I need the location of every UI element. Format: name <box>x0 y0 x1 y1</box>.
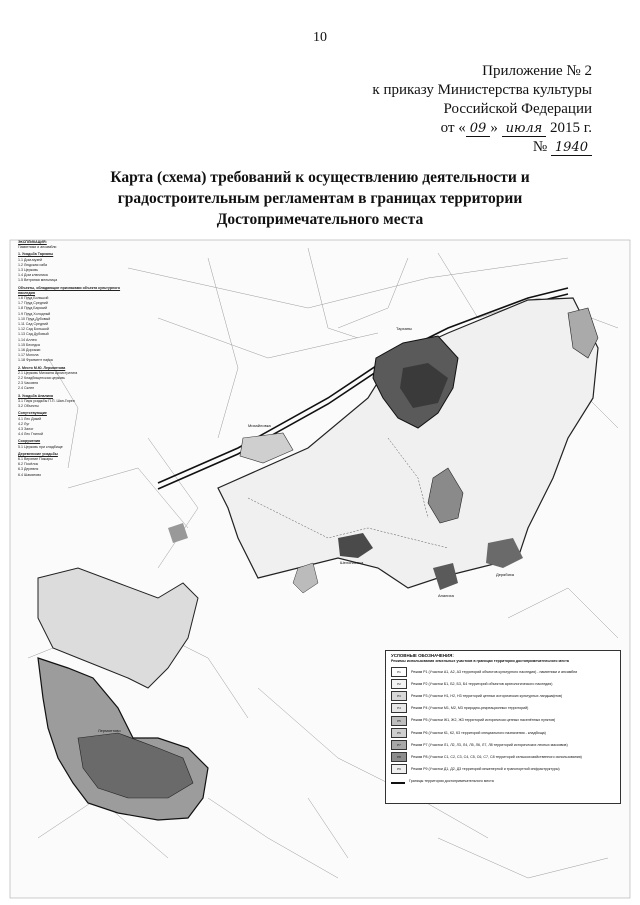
explication-item: 4.1 Лес Дикий <box>18 416 42 421</box>
date-month-handwritten: июля <box>502 121 547 137</box>
explication-item: 1.17 Могила <box>18 353 39 358</box>
page-number: 10 <box>313 30 327 45</box>
explication-item: 2.4 Склеп <box>18 386 35 391</box>
explication-item: 1.6 Пруд Большой <box>18 296 49 301</box>
explication-item: 1.7 Пруд Средний <box>18 301 48 306</box>
document-title <box>60 167 580 230</box>
label-village-3: Апалиха <box>438 593 454 598</box>
explication-section-title: Сопутствующие <box>18 411 47 416</box>
legend-row <box>391 751 616 763</box>
explication-section-title: 1. Усадьба Тарханы <box>18 252 54 257</box>
legend-text: Режим Р6 (Участки К1, К2, К3 территорий специального назначения - кладбища) <box>411 730 546 735</box>
date-mid: » <box>490 120 498 136</box>
explication-section-title: Объекты, обладающие признаками объекта культурного наследия <box>18 285 121 295</box>
explication-item: 1.9 Пруд Холодный <box>18 311 51 316</box>
legend-swatch: Р5 <box>391 716 407 726</box>
explication-item: 1.16 Дорожки <box>18 348 41 353</box>
legend-text: Режим Р8 (Участки С1, С2, С3, С4, С5, С6, С7, С8 территорий сельскохозяйственного использования) <box>411 755 582 760</box>
legend-row <box>391 678 616 690</box>
legend-text: Режим Р2 (Участки Б1, Б2, Б3, Б4 территорий объектов археологического наследия) <box>411 681 553 686</box>
explication-item: 1.10 Пруд Дубовый <box>18 316 51 321</box>
explication-item: 6.3 Деревня <box>18 467 39 472</box>
legend-text: Режим Р1 (Участки А1, А2, А3 территорий объектов культурного наследия) - памятники и ансамбли <box>411 669 578 674</box>
legend-swatch <box>391 779 405 784</box>
legend-text: Режим Р9 (Участки Д1, Д2, Д3 территорий инженерной и транспортной инфраструктуры) <box>411 767 560 772</box>
appendix-line-1: Приложение № 2 <box>482 63 592 79</box>
legend-text: Режим Р3 (Участки Н1, Н2, Н3 территорий ценных исторических культурных ландшафтов) <box>411 694 563 699</box>
explication-item: 1.18 Фрагмент парка <box>18 358 53 363</box>
explication-section-title: Сооружения <box>18 439 41 444</box>
legend-swatch: Р8 <box>391 752 407 762</box>
legend-swatch: Р3 <box>391 691 407 701</box>
date-prefix: от « <box>440 120 466 136</box>
explication-section-title: Деревенские усадьбы <box>18 451 58 456</box>
number-handwritten: 1940 <box>551 140 592 156</box>
explication-item: 1.12 Сад Большой <box>18 327 49 332</box>
explication-item: 1.1 Дом-музей <box>18 257 43 262</box>
explication-item: 1.5 Ветряная мельница <box>18 278 58 283</box>
appendix-line-3: Российской Федерации <box>443 101 592 117</box>
legend-swatch: Р6 <box>391 728 407 738</box>
explication-item: 1.3 Церковь <box>18 268 39 273</box>
appendix-number <box>372 138 592 157</box>
explication-item: 4.4 Лес Гнилой <box>18 432 44 437</box>
label-village-6: Лермонтово <box>98 728 121 733</box>
explication-item: 2.1 Церковь Михаила Архистратига <box>18 370 78 375</box>
legend-row <box>391 702 616 714</box>
explication-item: 1.8 Пруд Барский <box>18 306 48 311</box>
explication-item: 6.2 Посёлок <box>18 462 39 467</box>
legend-row <box>391 727 616 739</box>
explication-item: 6.1 Верхние Пожары <box>18 456 53 461</box>
legend-text: Границы территории достопримечательного места <box>409 779 494 784</box>
label-village-5: Шелопаевка <box>340 560 364 565</box>
explication-item: 4.2 Луг <box>18 421 30 426</box>
map-legend-title: УСЛОВНЫЕ ОБОЗНАЧЕНИЯ: <box>391 653 454 658</box>
explication-item: 5.1 Церковь при кладбище <box>18 444 63 449</box>
title-line-1: Карта (схема) требований к осуществлению деятельности и <box>110 169 530 186</box>
legend-row <box>391 666 616 678</box>
explication-item: 1.11 Сад Средний <box>18 322 49 327</box>
date-day-handwritten: 09 <box>466 121 491 137</box>
explication-item: 1.2 Людская изба <box>18 262 48 267</box>
explication-item: 1.14 Аллея <box>18 337 37 342</box>
legend-text: Режим Р7 (Участки Л1, Л2, Л3, Л4, Л5, Л6, Л7, Л8 территорий исторических лесных массивов) <box>411 742 568 747</box>
explication-item: 3.1 Парк усадьбы П.П. Шан-Гирея <box>18 398 75 403</box>
legend-swatch: Р2 <box>391 679 407 689</box>
explication-subheading: Памятники и ансамбли <box>18 245 57 250</box>
legend-row <box>391 763 616 775</box>
legend-swatch: Р4 <box>391 703 407 713</box>
legend-swatch: Р9 <box>391 764 407 774</box>
explication-section-title: 2. Место М.Ю. Лермонтова <box>18 365 66 370</box>
legend-row <box>391 739 616 751</box>
explication-section-title: 3. Усадьба Апалиха <box>18 393 54 398</box>
date-year: 2015 г. <box>550 120 592 136</box>
legend-text: Режим Р5 (Участки Ж1, Ж2, Ж3 территорий исторически ценных населённых пунктов) <box>411 718 556 723</box>
territory-map <box>8 238 632 900</box>
title-line-2: градостроительным регламентам в границах территории <box>117 190 523 207</box>
explication-heading: ЭКСПЛИКАЦИЯ: <box>18 240 47 244</box>
legend-row <box>391 776 616 788</box>
appendix-block <box>372 62 592 157</box>
explication-item: 3.2 Объекты <box>18 404 39 409</box>
map-legend-rows <box>386 666 620 788</box>
legend-swatch: Р7 <box>391 740 407 750</box>
number-prefix: № <box>532 139 548 155</box>
appendix-line-2: к приказу Министерства культуры <box>372 82 592 98</box>
legend-swatch: Р1 <box>391 667 407 677</box>
map-legend <box>385 650 621 804</box>
explication-sections <box>18 252 126 477</box>
appendix-date <box>372 119 592 138</box>
explication-item: 1.13 Сад Дубовый <box>18 332 49 337</box>
title-line-3: Достопримечательного места <box>216 211 424 228</box>
explication-legend <box>18 238 126 608</box>
explication-item: 1.4 Дом ключника <box>18 273 48 278</box>
explication-item: 2.3 Часовня <box>18 381 39 386</box>
explication-item: 4.3 Залог <box>18 426 34 431</box>
label-village-4: Дерябиха <box>496 572 514 577</box>
explication-item: 6.4 Шаматово <box>18 472 42 477</box>
legend-row <box>391 690 616 702</box>
legend-row <box>391 715 616 727</box>
label-village-2: Михайловка <box>248 423 271 428</box>
legend-text: Режим Р4 (Участки М1, М2, М3 природно-рекреационных территорий) <box>411 706 529 711</box>
map-legend-subtitle: Режимы использования земельных участков в границах территории достопримечательного места <box>391 659 569 664</box>
explication-item: 2.2 Кладбищенская церковь <box>18 376 66 381</box>
label-village-1: Тарханы <box>396 326 412 331</box>
explication-item: 1.15 Беседка <box>18 342 40 347</box>
